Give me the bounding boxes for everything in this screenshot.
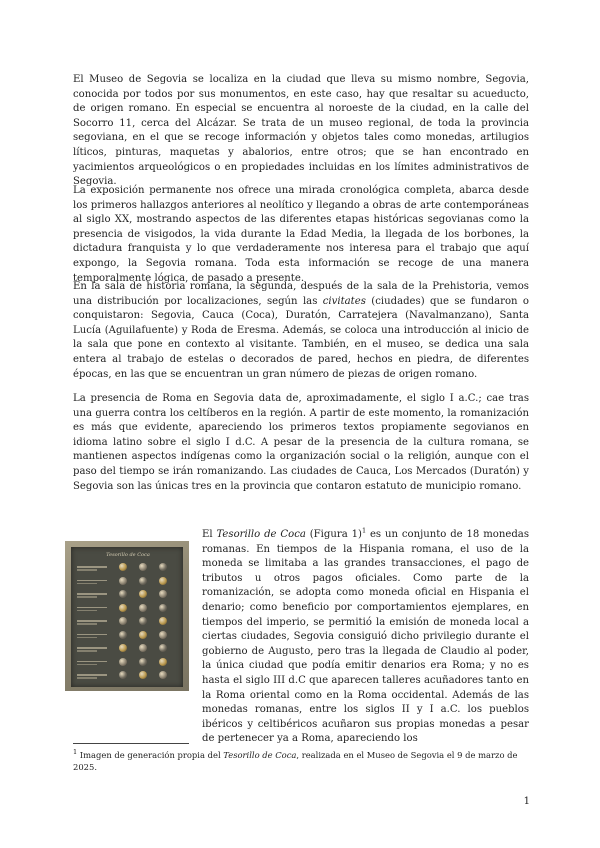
coin-label-line — [77, 607, 107, 609]
coin-icon — [119, 604, 127, 612]
coin-label-line — [77, 596, 97, 598]
coin-label-line — [77, 650, 97, 652]
coin-icon — [119, 631, 127, 639]
coin-label-line — [77, 593, 107, 595]
coin-row — [77, 577, 177, 587]
italic-term: civitates — [322, 295, 366, 307]
coin-icon — [119, 563, 127, 571]
paragraph-tesorillo — [202, 528, 529, 747]
coin-icon — [119, 617, 127, 625]
coin-icon — [159, 658, 167, 666]
coin-label-line — [77, 580, 107, 582]
coin-icon — [159, 590, 167, 598]
paragraph-text: La exposición permanente nos ofrece una mirada cronológica completa, abarca desde los primeros hallazgos anteriores al neolítico y llegando a obras de arte contemporáneas al siglo XX, mostrando aspectos de las diferentes etapas históricas segovianas como la presencia de visigodos, la vida durante la Edad Media, la llegada de los borbones, la dictadura franquista y lo que verdaderamente nos interesa para el trabajo que aquí expongo, la Segovia romana. Toda esta información se recoge de una manera temporalmente lógica, de pasado a presente. — [73, 185, 529, 284]
coin-icon — [159, 604, 167, 612]
coin-label-line — [77, 610, 97, 612]
coin-icon — [139, 658, 147, 666]
coin-row — [77, 631, 177, 641]
coin-icon — [119, 590, 127, 598]
page-number: 1 — [523, 796, 530, 807]
coin-icon — [139, 590, 147, 598]
paragraph-museum-location — [73, 73, 529, 190]
footnote — [73, 749, 529, 773]
coin-icon — [139, 644, 147, 652]
coin-label-line — [77, 623, 97, 625]
footnote-text: Imagen de generación propia del — [77, 750, 224, 760]
display-board-title: Tesorillo de Coca — [106, 552, 150, 558]
paragraph-text: (ciudades) que se fundaron o conquistaron: Segovia, Cauca (Coca), Duratón, Carratejera (Navalmanzano), Santa Lucía (Aguilafuente) y Roda de Eresma. Además, se coloca una introducción al inicio de la sala que pone en contexto al visitante. También, en el museo, se dedica una sala entera al trabajo de estelas o decorados de pared, hechos en piedra, de diferentes épocas, en las que se encuentran un gran número de piezas de origen romano. — [73, 295, 529, 380]
coin-label-line — [77, 620, 107, 622]
coin-row — [77, 617, 177, 627]
coin-icon — [119, 644, 127, 652]
coin-row — [77, 671, 177, 681]
paragraph-roman-presence — [73, 392, 529, 494]
paragraph-text: El Museo de Segovia se localiza en la ciudad que lleva su mismo nombre, Segovia, conocida por todos por sus monumentos, en este caso, hay que resaltar su acueducto, de origen romano. En especial se encuentra al noroeste de la ciudad, en la calle del Socorro 11, cerca del Alcázar. Se trata de un museo regional, de toda la provincia segoviana, en el que se recoge información y objetos tales como monedas, artilugios líticos, pinturas, maquetas y abalorios, entre otros; que se han encontrado en yacimientos arqueológicos o en propiedades incluidas en los límites administrativos de Segovia. — [73, 74, 529, 188]
coin-icon — [139, 563, 147, 571]
coin-icon — [119, 671, 127, 679]
coin-label-line — [77, 637, 97, 639]
footnote-separator — [73, 743, 189, 744]
paragraph-text: La presencia de Roma en Segovia data de, aproximadamente, el siglo I a.C.; cae tras una guerra contra los celtíberos en la región. A partir de este momento, la romanización es más que evidente, apareciendo los primeros textos propiamente segovianos en idioma latino sobre el siglo I d.C. A pesar de la presencia de la cultura romana, se mantienen aspectos indígenas como la organización social o la religión, aunque con el paso del tiempo se irán romanizando. Las ciudades de Cauca, Los Mercados (Duratón) y Segovia son las únicas tres en la provincia que contaron estatuto de municipio romano. — [73, 393, 529, 492]
coin-icon — [159, 644, 167, 652]
coin-row — [77, 590, 177, 600]
coin-icon — [139, 604, 147, 612]
paragraph-text: (Figura 1) — [305, 529, 362, 540]
coin-label-line — [77, 677, 97, 679]
coin-row — [77, 563, 177, 573]
paragraph-text: El — [202, 529, 217, 540]
coin-icon — [139, 671, 147, 679]
coin-icon — [119, 658, 127, 666]
paragraph-text: es un conjunto de 18 monedas romanas. En tiempos de la Hispania romana, el uso de la moneda se limitaba a las grandes transacciones, el pago de tributos u otros pagos oficiales. Como parte de la romanización, se adopta como moneda oficial en Hispania el denario; como beneficio por comportamientos ejemplares, en tiempos del imperio, se permitió la emisión de moneda local a ciertas ciudades, Segovia consiguió dicho privilegio durante el gobierno de Augusto, pero tras la llegada de Claudio al poder, la única ciudad que podía emitir denarios era Roma; y no es hasta el siglo III d.C que aparecen talleres acuñadores tanto en la Roma oriental como en la Roma occidental. Además de las monedas romanas, entre los siglos II y I a.C. los pueblos ibéricos y celtibéricos acuñaron sus propias monedas a pesar de pertenecer ya a Roma, apareciendo los — [202, 529, 529, 745]
footnote-reference[interactable]: 1 — [361, 526, 367, 535]
paragraph-permanent-exhibition — [73, 184, 529, 286]
italic-term: Tesorillo de Coca — [223, 750, 297, 760]
coin-icon — [139, 577, 147, 585]
coin-row — [77, 658, 177, 668]
footnote-text: , realizada en el Museo de Segovia el 9 de marzo de 2025. — [73, 750, 518, 772]
footnote-marker: 1 — [73, 748, 78, 757]
coin-label-line — [77, 566, 107, 568]
coin-label-line — [77, 647, 107, 649]
coin-icon — [139, 617, 147, 625]
paragraph-text: En la sala de historia romana, la segunda, después de la sala de la Prehistoria, vemos una distribución por localizaciones, según las — [73, 281, 529, 307]
coin-label-line — [77, 583, 97, 585]
coin-row — [77, 604, 177, 614]
tesorillo-figure-image — [65, 541, 189, 691]
display-board — [71, 547, 183, 687]
coin-label-line — [77, 661, 107, 663]
coin-label-line — [77, 634, 107, 636]
coin-row — [77, 644, 177, 654]
coin-icon — [139, 631, 147, 639]
coin-label-line — [77, 569, 97, 571]
italic-term: Tesorillo de Coca — [216, 529, 306, 540]
coin-icon — [159, 577, 167, 585]
coin-icon — [159, 563, 167, 571]
coin-icon — [159, 671, 167, 679]
coin-label-line — [77, 674, 107, 676]
coin-icon — [159, 631, 167, 639]
coin-icon — [159, 617, 167, 625]
paragraph-roman-hall — [73, 280, 529, 382]
coin-icon — [119, 577, 127, 585]
coin-label-line — [77, 664, 97, 666]
